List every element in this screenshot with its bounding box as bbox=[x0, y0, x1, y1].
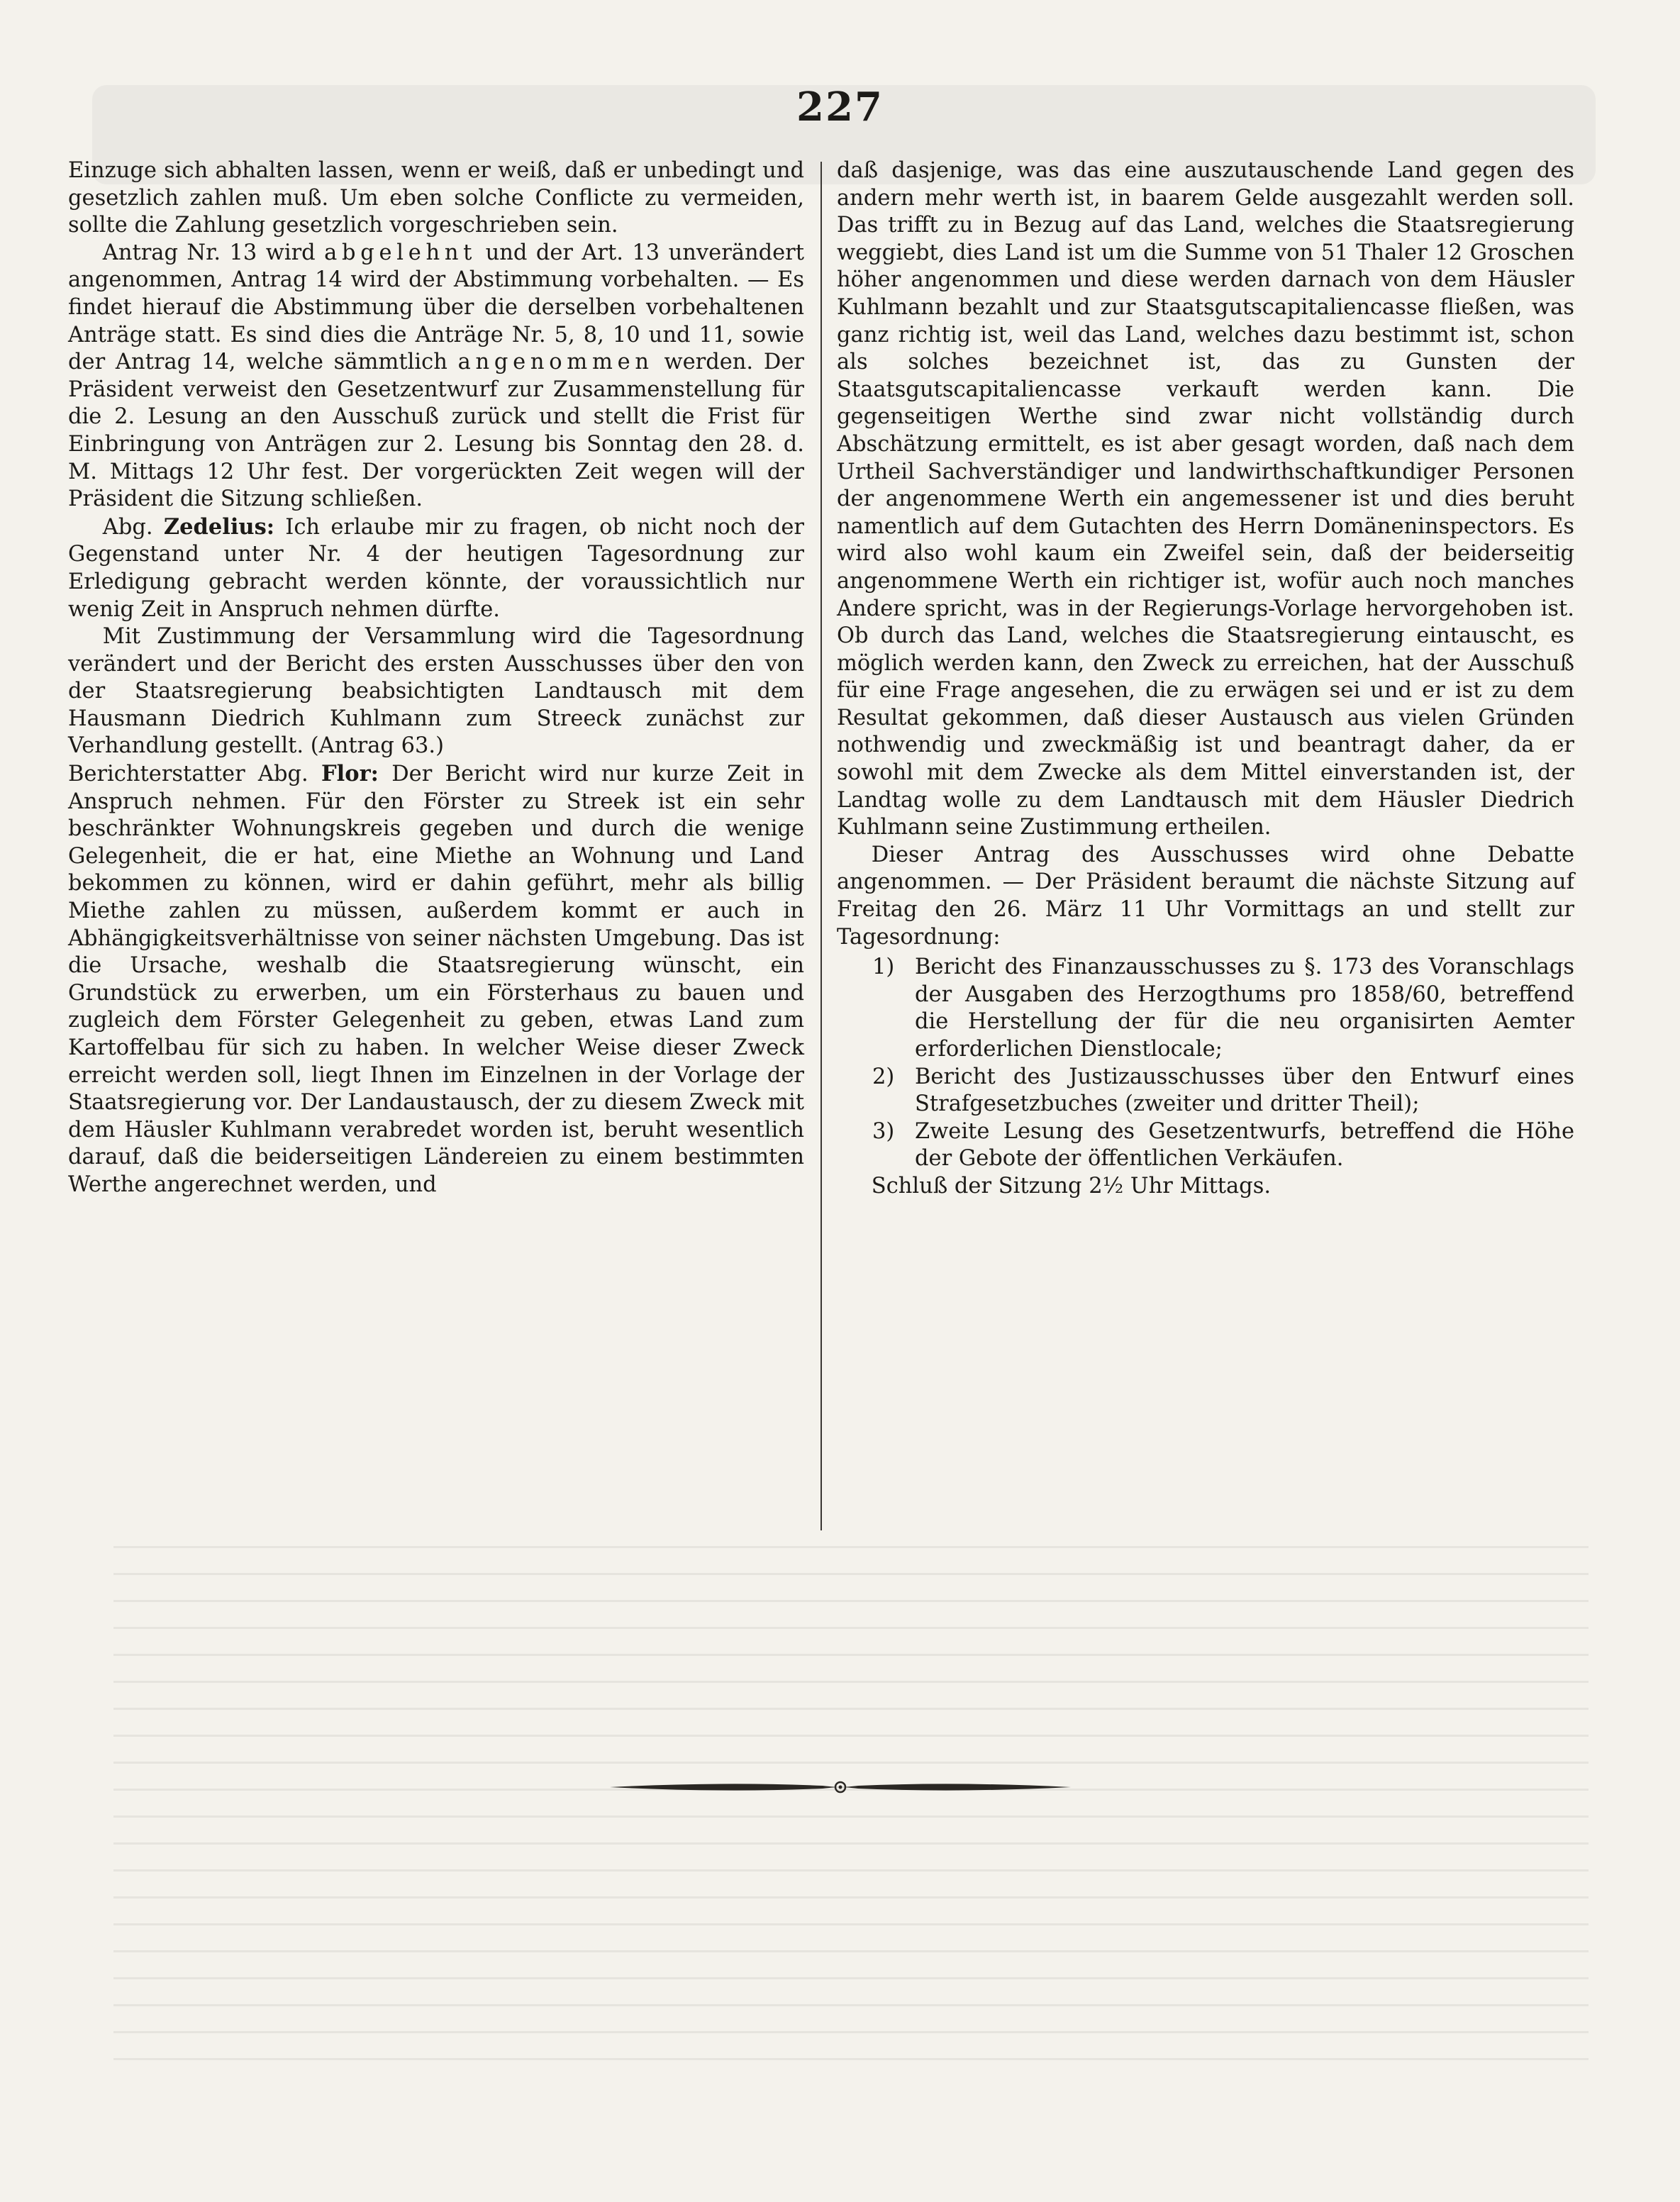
paragraph: daß dasjenige, was das eine auszutauschende Land gegen des andern mehr werth ist, in baarem Gelde ausgezahlt werden soll. Das trifft zu in Bezug auf das Land, welches die Staatsregierung weggiebt, dies Land ist um die Summe von 51 Thaler 12 Groschen höher angenommen und diese werden darnach von dem Häusler Kuhlmann bezahlt und zur Staatsgutscapitaliencasse fließen, was ganz richtig ist, weil das Land, welches dazu bestimmt ist, schon als solches bezeichnet ist, das zu Gunsten der Staatsgutscapitaliencasse verkauft werden kann. Die gegenseitigen Werthe sind zwar nicht vollständig durch Abschätzung ermittelt, es ist aber gesagt worden, daß nach dem Urtheil Sachverständiger und landwirthschaftkundiger Personen der angenommene Werth ein angemessener ist und dies beruht namentlich auf dem Gutachten des Herrn Domäneninspectors. Es wird also wohl kaum ein Zweifel sein, daß der beiderseitig angenommene Werth ein richtiger ist, wofür auch noch manches Andere spricht, was in der Regierungs-Vorlage hervorgehoben ist. Ob durch das Land, welches die Staatsregierung eintauscht, es möglich werden kann, den Zweck zu erreichen, hat der Ausschuß für eine Frage angesehen, die zu erwägen sei und er ist zu dem Resultat gekommen, daß dieser Austausch aus vielen Gründen nothwendig und zweckmäßig ist und beantragt daher, da er sowohl mit dem Zwecke als dem Mittel einverstanden ist, der Landtag wolle zu dem Landtausch mit dem Häusler Diedrich Kuhlmann seine Zustimmung ertheilen. bbox=[837, 158, 1574, 840]
left-column bbox=[68, 157, 804, 1199]
paragraph: Einzuge sich abhalten lassen, wenn er weiß, daß er unbedingt und gesetzlich zahlen muß. Um eben solche Conflicte zu vermeiden, sollte die Zahlung gesetzlich vorgeschrieben sein. bbox=[68, 158, 804, 238]
paragraph bbox=[68, 513, 804, 623]
speaker-prefix: Berichterstatter Abg. bbox=[68, 762, 308, 787]
ornament-divider-icon bbox=[610, 1773, 1071, 1801]
right-column bbox=[837, 157, 1574, 1201]
agenda-text: Zweite Lesung des Gesetzentwurfs, betreffend die Höhe der Gebote der öffentlichen Verkäufen. bbox=[915, 1118, 1574, 1172]
agenda-number: 1) bbox=[872, 955, 895, 980]
speaker-prefix: Abg. bbox=[102, 514, 153, 540]
paragraph: Dieser Antrag des Ausschusses wird ohne Debatte angenommen. — Der Präsident beraumt die nächste Sitzung auf Freitag den 26. März 11 Uhr Vormittags an und stellt zur Tagesordnung: bbox=[837, 842, 1574, 950]
page-number: 227 bbox=[796, 84, 884, 130]
paragraph bbox=[68, 240, 804, 513]
agenda-list bbox=[837, 954, 1574, 1173]
agenda-item bbox=[837, 1118, 1574, 1173]
text-run: Ich erlaube mir zu fragen, ob nicht noch der Gegenstand unter Nr. 4 der heutigen Tagesordnung zur Erledigung gebracht werden könnte, der voraussichtlich nur wenig Zeit in Anspruch nehmen dürfte. bbox=[68, 514, 804, 622]
paragraph: Mit Zustimmung der Versammlung wird die Tagesordnung verändert und der Bericht des ersten Ausschusses über den von der Staatsregierung beabsichtigten Landtausch mit dem Hausmann Diedrich Kuhlmann zum Streeck zunächst zur Verhandlung gestellt. (Antrag 63.) bbox=[68, 624, 804, 759]
column-divider bbox=[820, 162, 822, 1530]
text-run: Antrag Nr. 13 wird bbox=[102, 240, 316, 265]
agenda-number: 3) bbox=[872, 1118, 895, 1144]
closing-line: Schluß der Sitzung 2½ Uhr Mittags. bbox=[871, 1173, 1272, 1199]
speaker-name: Zedelius: bbox=[163, 513, 275, 540]
emphasis-text: angenommen bbox=[457, 350, 654, 375]
agenda-number: 2) bbox=[872, 1064, 895, 1089]
agenda-item bbox=[837, 954, 1574, 1063]
agenda-item bbox=[837, 1064, 1574, 1118]
bleed-through-text bbox=[113, 1546, 1589, 2085]
agenda-text: Bericht des Finanzausschusses zu §. 173 des Voranschlags der Ausgaben des Herzogthums pro 1858/60, betreffend die Herstellung der für die neu organisirten Aemter erforderlichen Dienstlocale; bbox=[915, 955, 1574, 1062]
text-run: und der Art. 13 unverändert angenommen, Antrag 14 wird der Abstimmung vorbehalten. — Es findet hierauf die Abstimmung über die derselben vorbehaltenen Anträge statt. Es sind dies die Anträge Nr. 5, 8, 10 und 11, sowie der Antrag 14, welche sämmtlich bbox=[68, 240, 805, 375]
emphasis-text: abgelehnt bbox=[324, 240, 477, 265]
text-run: Der Bericht wird nur kurze Zeit in Anspruch nehmen. Für den Förster zu Streek ist ein sehr beschränkter Wohnungskreis gegeben und durch die wenige Gelegenheit, die er hat, eine Miethe an Wohnung und Land bekommen zu können, wird er dahin geführt, mehr als billig Miethe zahlen zu müssen, außerdem kommt er auch in Abhängigkeitsverhältnisse von seiner nächsten Umgebung. Das ist die Ursache, weshalb die Staatsregierung wünscht, ein Grundstück zu erwerben, um ein Försterhaus zu bauen und zugleich dem Förster Gelegenheit zu geben, etwas Land zum Kartoffelbau für sich zu haben. In welcher Weise dieser Zweck erreicht werden soll, liegt Ihnen im Einzelnen in der Vorlage der Staatsregierung vor. Der Landaustausch, der zu diesem Zweck mit dem Häusler Kuhlmann verabredet worden ist, beruht wesentlich darauf, daß die beiderseitigen Ländereien zu einem bestimmten Werthe angerechnet werden, und bbox=[68, 762, 805, 1197]
speaker-name: Flor: bbox=[321, 761, 379, 787]
paragraph bbox=[68, 760, 804, 1199]
agenda-text: Bericht des Justizausschusses über den Entwurf eines Strafgesetzbuches (zweiter und dritter Theil); bbox=[915, 1064, 1574, 1117]
text-run: werden. Der Präsident verweist den Gesetzentwurf zur Zusammenstellung für die 2. Lesung an den Ausschuß zurück und stellt die Frist für Einbringung von Anträgen zur 2. Lesung bis Sonntag den 28. d. M. Mittags 12 Uhr fest. Der vorgerückten Zeit wegen will der Präsident die Sitzung schließen. bbox=[68, 350, 804, 512]
